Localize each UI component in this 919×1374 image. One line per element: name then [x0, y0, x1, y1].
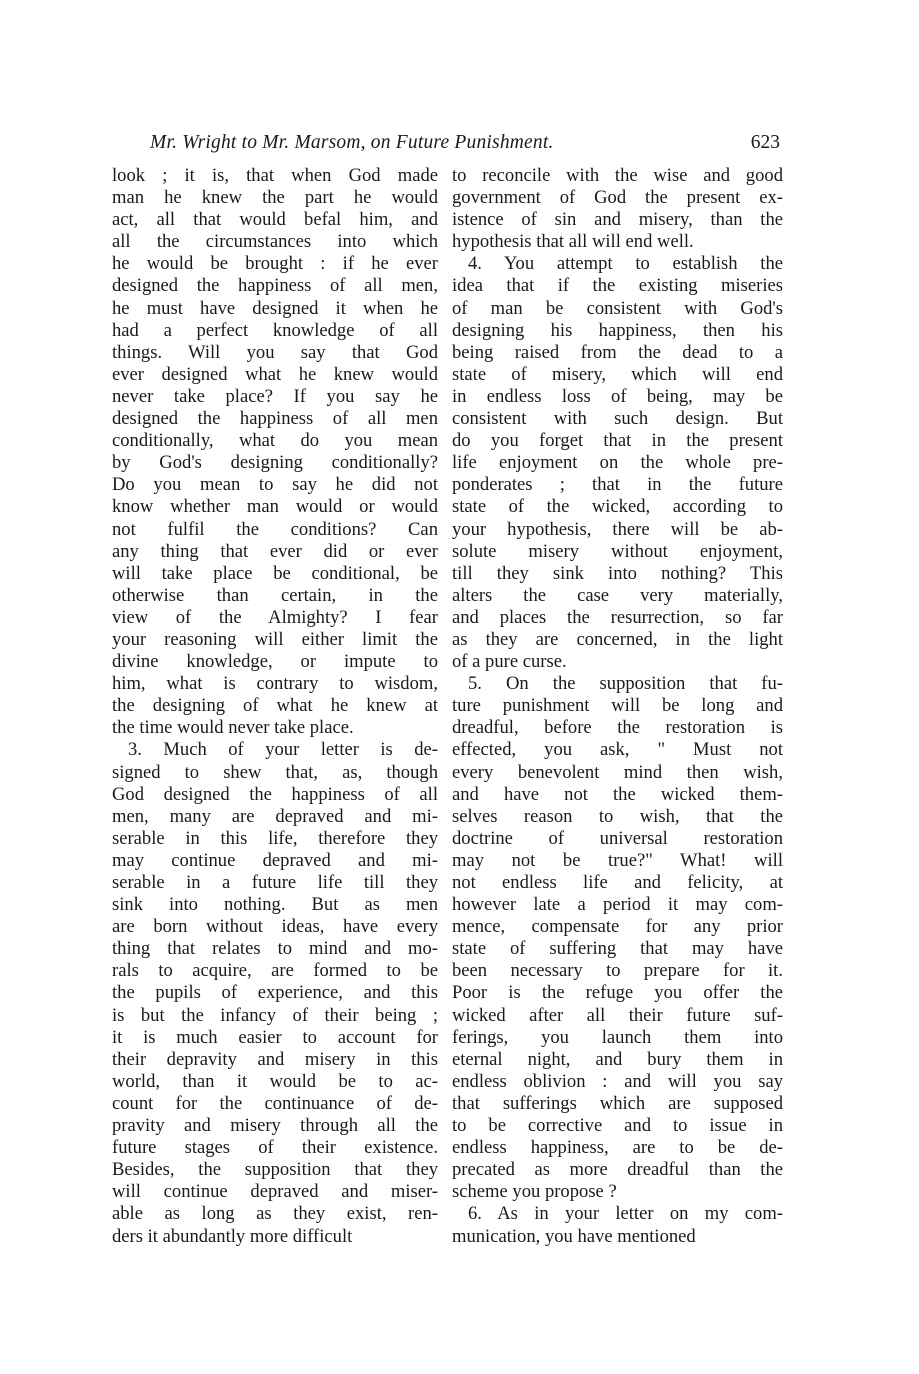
text-line: as they are concerned, in the light	[452, 628, 783, 650]
text-line: able as long as they exist, ren-	[112, 1203, 438, 1225]
text-line: never take place? If you say he	[112, 385, 438, 407]
text-line: world, than it would be to ac-	[112, 1070, 438, 1092]
text-line: in endless loss of being, may be	[452, 385, 783, 407]
text-line: precated as more dreadful than the	[452, 1159, 783, 1181]
right-text-column	[452, 165, 783, 1248]
text-line: state of misery, which will end	[452, 363, 783, 385]
page-header	[150, 132, 790, 162]
text-line: every benevolent mind then wish,	[452, 761, 783, 783]
text-line: your hypothesis, there will be ab-	[452, 518, 783, 540]
text-line: endless oblivion : and will you say	[452, 1070, 783, 1092]
text-line: 5. On the supposition that fu-	[468, 673, 783, 695]
text-line: hypothesis that all will end well.	[452, 231, 694, 253]
text-line: scheme you propose ?	[452, 1181, 617, 1203]
text-line: man he knew the part he would	[112, 187, 438, 209]
text-line: all the circumstances into which	[112, 231, 438, 253]
page-number: 623	[750, 132, 780, 153]
text-line: been necessary to prepare for it.	[452, 960, 783, 982]
text-line: ture punishment will be long and	[452, 695, 783, 717]
text-line: selves reason to wish, that the	[452, 805, 783, 827]
running-title: Mr. Wright to Mr. Marsom, on Future Punishment.	[150, 132, 554, 153]
text-line: may continue depraved and mi-	[112, 849, 438, 871]
text-line: mence, compensate for any prior	[452, 916, 783, 938]
text-line: ever designed what he knew would	[112, 363, 438, 385]
text-line: Poor is the refuge you offer the	[452, 982, 783, 1004]
text-line: effected, you ask, " Must not	[452, 739, 783, 761]
text-line: idea that if the existing miseries	[452, 275, 783, 297]
text-line: 4. You attempt to establish the	[468, 253, 783, 275]
text-line: will continue depraved and miser-	[112, 1181, 438, 1203]
text-line: men, many are depraved and mi-	[112, 805, 438, 827]
text-line: serable in a future life till they	[112, 872, 438, 893]
text-line: Besides, the supposition that they	[112, 1159, 438, 1181]
text-line: by God's designing conditionally?	[112, 452, 438, 474]
text-line: signed to shew that, as, though	[112, 761, 438, 783]
text-line: designed the happiness of all men,	[112, 275, 438, 297]
text-line: Do you mean to say he did not	[112, 474, 438, 496]
text-line: your reasoning will either limit the	[112, 628, 438, 650]
text-line: know whether man would or would	[112, 496, 438, 518]
text-line: is but the infancy of their being ;	[112, 1004, 438, 1026]
text-line: alters the case very materially,	[452, 584, 783, 606]
text-line: however late a period it may com-	[452, 894, 783, 916]
text-line: not fulfil the conditions? Can	[112, 518, 438, 540]
text-line: being raised from the dead to a	[452, 341, 783, 363]
text-line: will take place be conditional, be	[112, 562, 438, 584]
text-line: munication, you have mentioned	[452, 1225, 696, 1247]
text-line: wicked after all their future suf-	[452, 1004, 783, 1026]
text-line: state of suffering that may have	[452, 938, 783, 960]
text-line: state of the wicked, according to	[452, 496, 783, 518]
text-line: not endless life and felicity, at	[452, 872, 783, 893]
text-line: he must have designed it when he	[112, 297, 438, 319]
text-line: it is much easier to account for	[112, 1026, 438, 1048]
text-line: sink into nothing. But as men	[112, 894, 438, 916]
text-line: pravity and misery through all the	[112, 1115, 438, 1137]
left-text-column	[112, 165, 438, 1248]
text-line: things. Will you say that God	[112, 341, 438, 363]
text-line: God designed the happiness of all	[112, 783, 438, 805]
text-line: life enjoyment on the whole pre-	[452, 452, 783, 474]
text-line: doctrine of universal restoration	[452, 827, 783, 849]
text-line: 6. As in your letter on my com-	[468, 1203, 783, 1225]
text-line: to reconcile with the wise and good	[452, 165, 783, 186]
text-line: the time would never take place.	[112, 717, 354, 739]
text-line: the pupils of experience, and this	[112, 982, 438, 1004]
text-line: eternal night, and bury them in	[452, 1048, 783, 1070]
text-line: government of God the present ex-	[452, 187, 783, 209]
text-line: istence of sin and misery, than the	[452, 209, 783, 231]
text-line: till they sink into nothing? This	[452, 562, 783, 584]
text-line: otherwise than certain, in the	[112, 584, 438, 606]
text-line: thing that relates to mind and mo-	[112, 938, 438, 960]
text-line: dreadful, before the restoration is	[452, 717, 783, 739]
text-line: rals to acquire, are formed to be	[112, 960, 438, 982]
text-line: of a pure curse.	[452, 651, 567, 673]
text-line: solute misery without enjoyment,	[452, 540, 783, 562]
text-line: him, what is contrary to wisdom,	[112, 673, 438, 695]
text-line: ponderates ; that in the future	[452, 474, 783, 496]
text-line: are born without ideas, have every	[112, 916, 438, 938]
text-line: designed the happiness of all men	[112, 408, 438, 430]
text-line: 3. Much of your letter is de-	[128, 739, 438, 761]
text-line: endless happiness, are to be de-	[452, 1137, 783, 1159]
text-line: future stages of their existence.	[112, 1137, 438, 1159]
text-line: view of the Almighty? I fear	[112, 606, 438, 628]
text-line: ders it abundantly more difficult	[112, 1225, 353, 1247]
text-line: he would be brought : if he ever	[112, 253, 438, 275]
text-line: had a perfect knowledge of all	[112, 319, 438, 341]
text-line: and have not the wicked them-	[452, 783, 783, 805]
text-line: the designing of what he knew at	[112, 695, 438, 717]
text-line: do you forget that in the present	[452, 430, 783, 452]
text-line: consistent with such design. But	[452, 408, 783, 430]
text-line: may not be true?" What! will	[452, 849, 783, 871]
text-line: ferings, you launch them into	[452, 1026, 783, 1048]
text-line: count for the continuance of de-	[112, 1092, 438, 1114]
text-line: look ; it is, that when God made	[112, 165, 438, 186]
text-line: that sufferings which are supposed	[452, 1092, 783, 1114]
text-line: act, all that would befal him, and	[112, 209, 438, 231]
text-line: any thing that ever did or ever	[112, 540, 438, 562]
text-line: and places the resurrection, so far	[452, 606, 783, 628]
text-line: their depravity and misery in this	[112, 1048, 438, 1070]
text-line: divine knowledge, or impute to	[112, 651, 438, 673]
text-line: serable in this life, therefore they	[112, 827, 438, 849]
text-line: to be corrective and to issue in	[452, 1115, 783, 1137]
text-line: of man be consistent with God's	[452, 297, 783, 319]
text-line: designing his happiness, then his	[452, 319, 783, 341]
text-line: conditionally, what do you mean	[112, 430, 438, 452]
